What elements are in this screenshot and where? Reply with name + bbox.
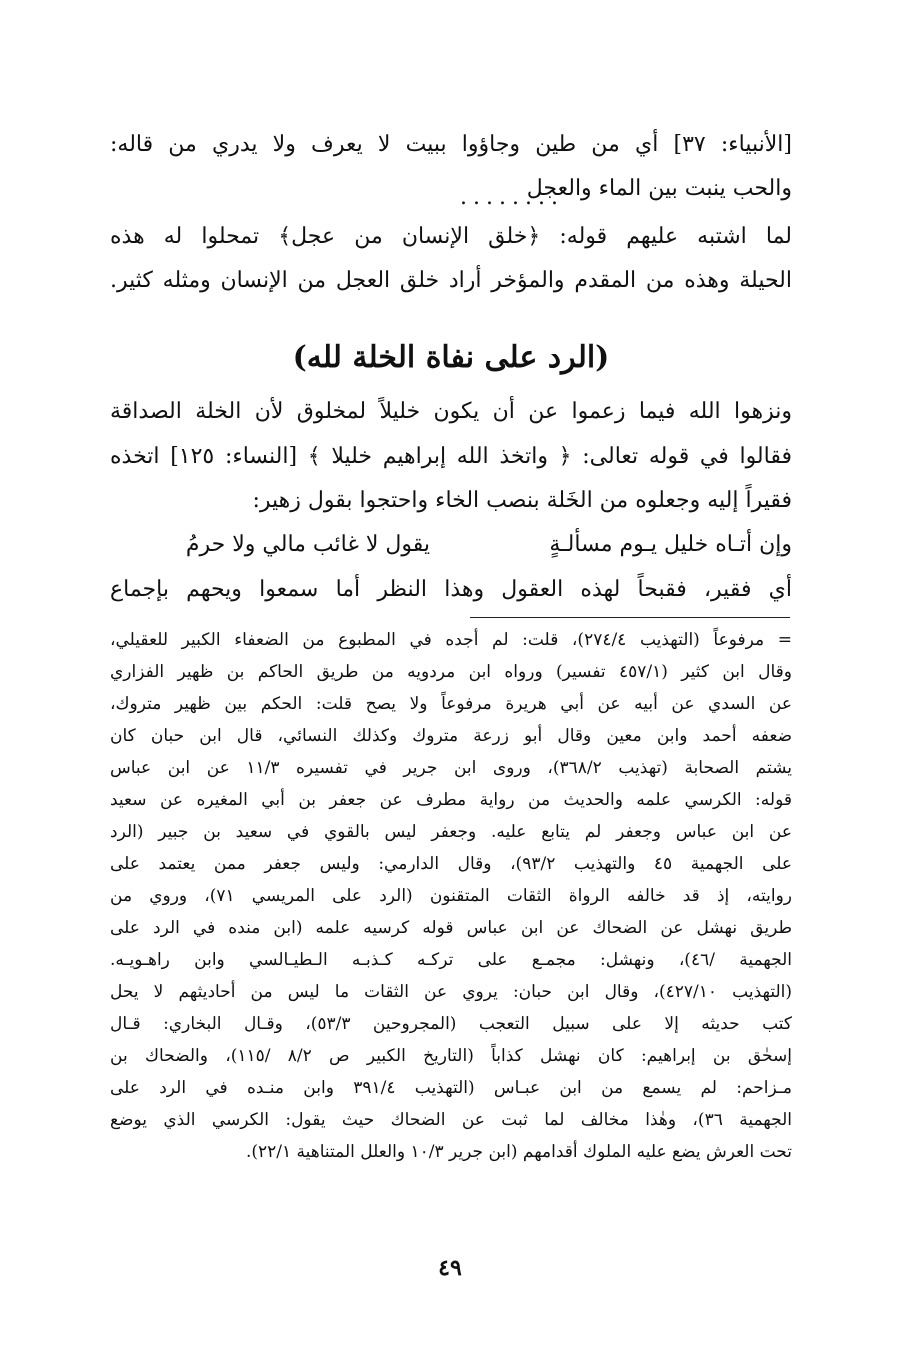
footnote-line: وقال ابن كثير (٤٥٧/١ تفسير) ورواه ابن مردويه من طريق الحاكم بن ظهير الفزاري	[110, 662, 792, 682]
section-heading: (الرد على نفاة الخلة لله)	[292, 340, 610, 375]
body-line-1: [الأنبياء: ٣٧] أي من طين وجاؤوا ببيت لا يعرف ولا يدري من قاله:	[110, 132, 792, 157]
poem-first-hemistich: وإن أتـاه خليل يـوم مسألـةٍ	[549, 532, 792, 557]
footnote-line: ضعفه أحمد وابن معين وقال أبو زرعة متروك وكذلك النسائي، قال ابن حبان كان	[110, 726, 792, 746]
footnote-line: إسحٰق بن إبراهيم: كان نهشل كذاباً (التاريخ الكبير ص ٨/٢ /١١٥)، والضحاك بن	[110, 1046, 792, 1066]
footnote-line: مـزاحم: لم يسمع من ابن عبـاس (التهذيب ٣٩١/٤ وابن منـده في الرد على	[110, 1078, 792, 1098]
section-line-3: فقيراً إليه وجعلوه من الخَلة بنصب الخاء واحتجوا بقول زهير:	[252, 488, 792, 513]
footnote-line: الجهمية /٤٦)، ونهشل: مجمـع على تركـه كـذبـه الـطيـالسي وابن راهـويـه.	[110, 950, 792, 970]
section-line-5: أي فقير، فقبحاً لهذه العقول وهذا النظر أما سمعوا ويحهم بإجماع	[110, 577, 792, 602]
body-line-4: الحيلة وهذه من المقدم والمؤخر أراد خلق العجل من الإنسان ومثله كثير.	[110, 268, 792, 293]
section-line-2: فقالوا في قوله تعالى: ﴿ واتخذ الله إبراهيم خليلا ﴾ [النساء: ١٢٥] اتخذه	[110, 444, 792, 469]
footnote-line: عن ابن عباس وجعفر لم يتابع عليه. وجعفر ليس بالقوي في سعيد بن جبير (الرد	[110, 822, 792, 842]
footnote-line: الجهمية ٣٦)، وهٰذا مخالف لما ثبت عن الضحاك حيث يقول: الكرسي الذي يوضع	[110, 1110, 792, 1130]
footnote-line: = مرفوعاً (التهذيب ٢٧٤/٤)، قلت: لم أجده في المطبوع من الضعفاء الكبير للعقيلي،	[110, 630, 792, 650]
footnote-line: قوله: الكرسي علمه والحديث من رواية مطرف عن جعفر بن أبي المغيره عن سعيد	[110, 790, 792, 810]
page-number: ٤٩	[438, 1255, 462, 1281]
footnote-line: تحت العرش يضع عليه الملوك أقدامهم (ابن جرير ١٠/٣ والعلل المتناهية ٢٢/١).	[245, 1142, 792, 1162]
footnote-line: عن السدي عن أبيه عن أبي هريرة مرفوعاً ولا يصح قلت: الحكم بين ظهير متروك،	[110, 694, 792, 714]
footnote-line: طريق نهشل عن الضحاك عن ابن عباس قوله كرسيه علمه (ابن منده في الرد على	[110, 918, 792, 938]
poem-second-hemistich: يقول لا غائب مالي ولا حرمُ	[185, 532, 430, 557]
footnote-line: روايته، إذ قد خالفه الرواة الثقات المتقنون (الرد على المريسي ٧١)، وروي من	[110, 886, 792, 906]
ellipsis-dots: ........	[460, 185, 564, 210]
footnote-line: كتب حديثه إلا على سبيل التعجب (المجروحين ٥٣/٣)، وقـال البخاري: قـال	[110, 1014, 792, 1034]
footnote-separator	[470, 617, 790, 618]
footnote-line: على الجهمية ٤٥ والتهذيب ٩٣/٢)، وقال الدارمي: وليس جعفر ممن يعتمد على	[110, 854, 792, 874]
body-line-3: لما اشتبه عليهم قوله: ﴿خلق الإنسان من عجل﴾ تمحلوا له هذه	[110, 224, 792, 249]
section-line-1: ونزهوا الله فيما زعموا عن أن يكون خليلاً لمخلوق لأن الخلة الصداقة	[110, 399, 792, 424]
footnote-line: (التهذيب ٤٢٧/١٠)، وقال ابن حبان: يروي عن الثقات ما ليس من أحاديثهم لا يحل	[110, 982, 792, 1002]
verse-half-line: والحب ينبت بين الماء والعجل	[526, 176, 792, 201]
footnote-line: يشتم الصحابة (تهذيب ٣٦٨/٢)، وروى ابن جرير في تفسيره ١١/٣ عن ابن عباس	[110, 758, 792, 778]
